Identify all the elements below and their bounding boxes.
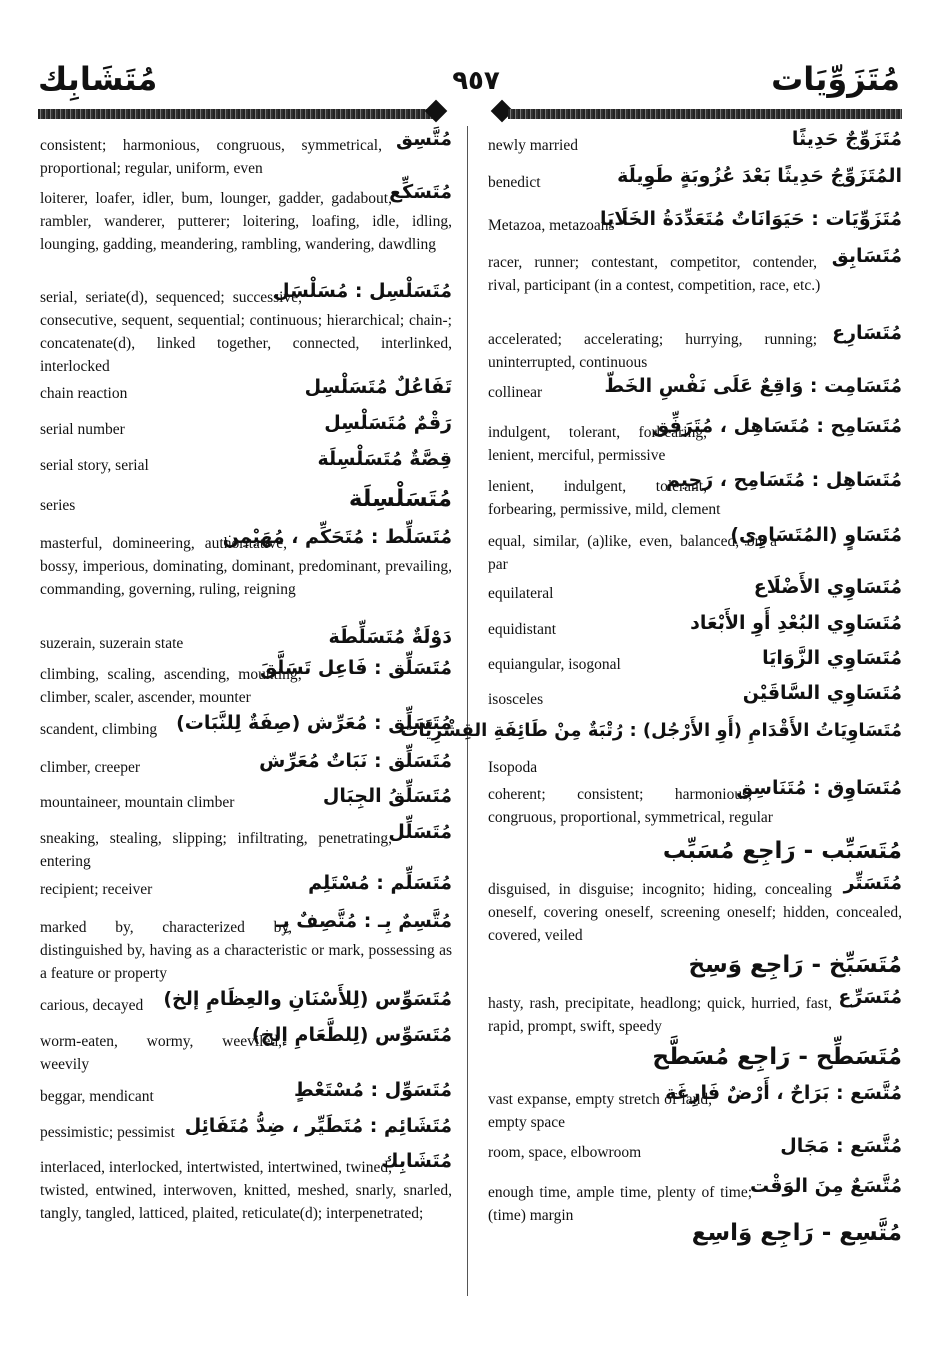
english-gloss: Metazoa, metazoans	[488, 217, 615, 234]
english-gloss: suzerain, suzerain state	[40, 635, 184, 652]
dictionary-entry	[488, 322, 902, 374]
english-gloss: masterful, domineering, authoritative, bossy, imperious, dominating, dominant, predominant, prevailing, commanding, governing, ruling, reigning	[40, 535, 452, 598]
dictionary-entry	[488, 777, 902, 829]
english-gloss: serial story, serial	[40, 457, 149, 474]
english-gloss: equiangular, isogonal	[488, 656, 621, 673]
english-gloss: loiterer, loafer, idler, bum, lounger, gadder, gadabout, rambler, wanderer, putterer; loitering, loafing, idle, idling, lounging, gadding, meandering, rambling, wandering, dawdling	[40, 190, 452, 253]
arabic-headword: مُتَسَلِّق : فَاعِل تَسَلَّقَ	[259, 657, 452, 679]
arabic-headword: مُتَسَلِّقُ الجِبَال	[322, 785, 452, 807]
dictionary-entry	[488, 245, 902, 297]
english-gloss: accelerated; accelerating; hurrying, running; uninterrupted, continuous	[488, 331, 817, 371]
arabic-headword: مُتَسَلِّط : مُتَحَكِّم ، مُهَيْمِن	[222, 526, 452, 548]
arabic-headword: مُتَسَوِّس (لِلأَسْنَانِ والعِظَامِ إلخ)	[163, 988, 452, 1010]
arabic-headword: مُتَسَلِّم : مُسْتَلِم	[308, 872, 452, 894]
english-gloss: Isopoda	[488, 759, 538, 776]
dictionary-entry	[40, 128, 452, 180]
arabic-headword: مُتَسَارِع	[832, 322, 902, 344]
dictionary-entry	[488, 469, 902, 521]
english-gloss: room, space, elbowroom	[488, 1144, 642, 1161]
header-rule-left	[38, 109, 434, 119]
english-gloss: interlaced, interlocked, intertwisted, intertwined, twined, twisted, entwined, interwoven, knitted, meshed, snarly, snarled, tangly, tangled, latticed, plaited, reticulate(d); interpenetrated;	[40, 1159, 452, 1222]
english-gloss: consistent; harmonious, congruous, symmetrical, proportional; regular, uniform, even	[40, 137, 382, 177]
arabic-headword: المُتَزَوِّجُ حَدِيثًا بَعْدَ عُزُوبَةٍ طَوِيلَة	[617, 165, 902, 187]
english-gloss: mountaineer, mountain climber	[40, 794, 235, 811]
header-rule-right	[508, 109, 902, 119]
english-gloss: collinear	[488, 384, 543, 401]
arabic-headword: مُتَشَائِم : مُتَطَيِّر ، ضِدُّ مُتَفَائِل	[184, 1115, 452, 1137]
arabic-headword: دَوْلَةٌ مُتَسَلِّطَة	[328, 626, 452, 648]
english-gloss: scandent, climbing	[40, 721, 158, 738]
dictionary-entry	[488, 986, 902, 1038]
dictionary-entry	[488, 375, 902, 404]
english-gloss: carious, decayed	[40, 997, 144, 1014]
arabic-headword: مُتَسَاوِي الأَضْلَاع	[753, 576, 902, 598]
english-gloss: recipient; receiver	[40, 881, 153, 898]
guide-word-right: مُتَزَوِّيَات	[771, 60, 900, 98]
dictionary-entry	[488, 682, 902, 711]
english-gloss: equidistant	[488, 621, 557, 638]
english-gloss: lenient, indulgent, tolerant, forbearing, permissive, mild, clement	[488, 478, 721, 518]
english-gloss: enough time, ample time, plenty of time; (time) margin	[488, 1184, 752, 1224]
dictionary-entry	[40, 412, 452, 441]
dictionary-entry	[488, 524, 902, 576]
arabic-headword: مُتَسَتِّر	[843, 872, 902, 894]
arabic-headword: مُتَزَوِّجٌ حَدِيثًا	[791, 128, 902, 150]
arabic-headword: مُتَسَابِق	[831, 245, 902, 267]
dictionary-entry	[40, 1115, 452, 1144]
english-gloss: beggar, mendicant	[40, 1088, 154, 1105]
english-gloss: equal, similar, (a)like, even, balanced, on a par	[488, 533, 777, 573]
dictionary-entry	[488, 415, 902, 467]
arabic-headword: مُتَسَاوِي البُعْدِ أَوِ الأَبْعَاد	[690, 612, 902, 634]
arabic-headword: مُتَسَامِت : وَاقِعٌ عَلَى نَفْسِ الخَطّ	[604, 375, 902, 397]
english-gloss: newly married	[488, 137, 578, 154]
arabic-headword: مُتَّسَع : مَجَال	[780, 1135, 902, 1157]
dictionary-entry	[488, 208, 902, 237]
english-gloss: worm-eaten, wormy, weeviled, weevily	[40, 1033, 282, 1073]
dictionary-entry	[40, 988, 452, 1017]
english-gloss: pessimistic; pessimist	[40, 1124, 175, 1141]
english-gloss: climbing, scaling, ascending, mounting; climber, scaler, ascender, mounter	[40, 666, 302, 706]
arabic-headword: مُتَسَبِّب - رَاجِع مُسَبِّب	[662, 838, 902, 864]
arabic-headword: قِصَّةٌ مُتَسَلْسِلَة	[317, 448, 452, 470]
dictionary-entry	[40, 750, 452, 779]
arabic-headword: مُتَسَطِّح - رَاجِع مُسَطَّح	[652, 1044, 902, 1070]
arabic-headword: مُتَسَاوِي السَّاقَيْن	[742, 682, 902, 704]
arabic-headword: مُتَّسِق	[396, 128, 452, 150]
dictionary-entry	[40, 526, 452, 601]
english-gloss: disguised, in disguise; incognito; hiding, concealing oneself, covering oneself, screening oneself; hidden, concealed, covered, veiled	[488, 881, 902, 944]
arabic-headword: تَفَاعُلٌ مُتَسَلْسِل	[304, 376, 452, 398]
dictionary-entry	[40, 1024, 452, 1076]
column-divider	[467, 126, 468, 1296]
dictionary-entry	[40, 1150, 452, 1225]
english-gloss: serial number	[40, 421, 125, 438]
arabic-headword: مُتَسَامِح : مُتَسَاهِل ، مُتَرَفِّق	[652, 415, 902, 437]
arabic-headword: مُتَسَرِّع	[838, 986, 902, 1008]
english-gloss: isosceles	[488, 691, 544, 708]
dictionary-entry	[40, 1079, 452, 1108]
arabic-headword: مُتَّسِمٌ بِـ : مُتَّصِفٌ بِـ	[276, 910, 452, 932]
arabic-headword: مُتَسَلِّل	[388, 821, 452, 843]
arabic-headword: رَقْمٌ مُتَسَلْسِل	[324, 412, 452, 434]
dictionary-entry	[40, 448, 452, 477]
arabic-headword: مُتَسَوِّس (لِلطَّعَامِ إلخ)	[251, 1024, 452, 1046]
english-gloss: serial, seriate(d), sequenced; successive, consecutive, sequent, sequential; continuous; hierarchical; chain-; concatenate(d), linked together, connected, interlinked, interlocked	[40, 289, 452, 375]
arabic-headword: مُتَشَابِك	[381, 1150, 452, 1172]
dictionary-entry	[488, 128, 902, 157]
arabic-headword: مُتَسَاوِيَاتُ الأَقْدَامِ (أَوِ الأَرْجُل) : رُتْبَةٌ مِنْ طَائِفَةِ القِشْرِيَّات	[400, 720, 902, 741]
arabic-headword: مُتَسَلِّق : مُعَرِّش (صِفَةٌ لِلنَّبَات)	[176, 712, 452, 734]
arabic-headword: مُتَسَاوِي الزَّوَايَا	[762, 647, 902, 669]
dictionary-entry	[400, 720, 902, 779]
dictionary-entry	[40, 376, 452, 405]
dictionary-entry	[40, 821, 452, 873]
page-number: ٩٥٧	[452, 66, 500, 96]
english-gloss: marked by, characterized by, distinguished by, having as a characteristic or mark, possessing as a feature or property	[40, 919, 452, 982]
dictionary-entry	[488, 1082, 902, 1134]
dictionary-entry	[488, 1135, 902, 1164]
english-gloss: equilateral	[488, 585, 554, 602]
english-gloss: racer, runner; contestant, competitor, contender, rival, participant (in a contest, competition, race, etc.)	[488, 254, 821, 294]
arabic-headword: مُتَزَوِّيَات : حَيَوَانَاتٌ مُتَعَدِّدَةُ الخَلَايَا	[599, 208, 902, 230]
english-gloss: benedict	[488, 174, 541, 191]
guide-word-left: مُتَشَابِك	[38, 60, 158, 98]
dictionary-entry	[40, 910, 452, 985]
arabic-headword: مُتَسَاوٍ (المُتَسَاوِي)	[730, 524, 902, 546]
arabic-headword: مُتَّسِع - رَاجِع وَاسِع	[691, 1220, 902, 1246]
arabic-headword: مُتَسَكِّع	[389, 181, 452, 203]
english-gloss: chain reaction	[40, 385, 128, 402]
arabic-headword: مُتَسَاوِق : مُتَنَاسِق	[736, 777, 902, 799]
dictionary-entry	[40, 657, 452, 709]
dictionary-entry	[488, 165, 902, 194]
dictionary-entry	[488, 647, 902, 676]
english-gloss: vast expanse, empty stretch of land, empty space	[488, 1091, 712, 1131]
arabic-headword: مُتَسَاهِل : مُتَسَامِح ، رَحِيم	[665, 469, 902, 491]
english-gloss: climber, creeper	[40, 759, 141, 776]
english-gloss: sneaking, stealing, slipping; infiltrating, penetrating, entering	[40, 830, 392, 870]
dictionary-entry	[40, 181, 452, 256]
arabic-headword: مُتَّسَع : بَرَاحٌ ، أَرْضٌ فَارِغَة	[665, 1082, 902, 1104]
dictionary-entry	[488, 872, 902, 947]
dictionary-entry	[40, 785, 452, 814]
dictionary-entry	[40, 280, 452, 378]
english-gloss: coherent; consistent; harmonious, congruous, proportional, symmetrical, regular	[488, 786, 773, 826]
arabic-headword: مُتَّسَعٌ مِنَ الوَقْت	[749, 1175, 902, 1197]
arabic-headword: مُتَسَلِّق : نَبَاتٌ مُعَرِّش	[259, 750, 452, 772]
dictionary-entry	[40, 626, 452, 655]
dictionary-entry	[488, 576, 902, 605]
dictionary-entry	[40, 712, 452, 741]
dictionary-entry	[488, 612, 902, 641]
arabic-headword: مُتَسَوِّل : مُسْتَعْطٍ	[293, 1079, 452, 1101]
english-gloss: indulgent, tolerant, forbearing, lenient, merciful, permissive	[488, 424, 707, 464]
english-gloss: hasty, rash, precipitate, headlong; quick, hurried, fast, rapid, prompt, swift, speedy	[488, 995, 832, 1035]
arabic-headword: مُتَسَلْسِلَة	[348, 486, 452, 512]
dictionary-entry	[40, 872, 452, 901]
dictionary-entry	[40, 486, 452, 517]
arabic-headword: مُتَسَلْسِل : مُسَلْسَل	[273, 280, 452, 302]
arabic-headword: مُتَسَبِّخ - رَاجِع وَسِخ	[688, 952, 902, 978]
english-gloss: series	[40, 497, 76, 514]
